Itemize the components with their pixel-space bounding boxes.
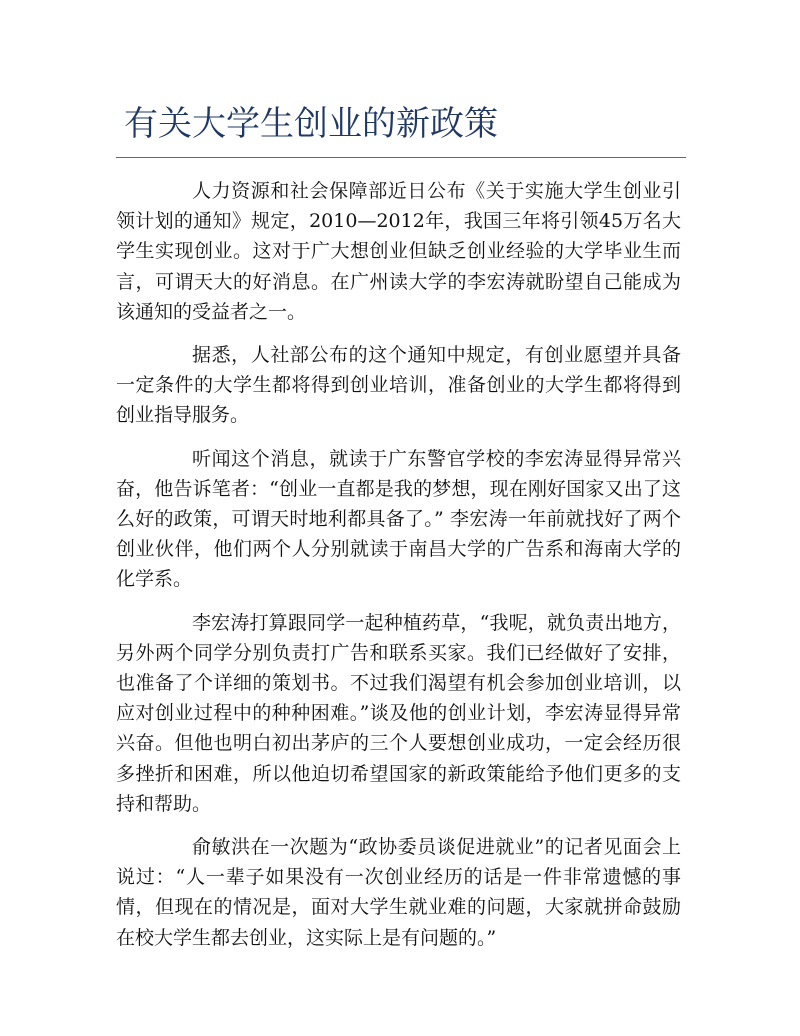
title-underline <box>116 157 686 158</box>
document-body <box>116 176 681 966</box>
paragraph: 李宏涛打算跟同学一起种植药草，“我呢，就负责出地方，另外两个同学分别负责打广告和联系买家。我们已经做好了安排，也准备了个详细的策划书。不过我们渴望有机会参加创业培训，以应对创业过程中的种种困难。”谈及他的创业计划，李宏涛显得异常兴奋。但他也明白初出茅庐的三个人要想创业成功，一定会经历很多挫折和困难，所以他迫切希望国家的新政策能给予他们更多的支持和帮助。 <box>116 611 681 815</box>
document-title: 有关大学生创业的新政策 <box>124 104 498 144</box>
paragraph: 据悉，人社部公布的这个通知中规定，有创业愿望并具备一定条件的大学生都将得到创业培训，准备创业的大学生都将得到创业指导服务。 <box>116 344 681 427</box>
paragraph: 听闻这个消息，就读于广东警官学校的李宏涛显得异常兴奋，他告诉笔者：“创业一直都是我的梦想，现在刚好国家又出了这么好的政策，可谓天时地利都具备了。” 李宏涛一年前就找好了两个创业伙伴，他们两个人分别就读于南昌大学的广告系和海南大学的化学系。 <box>116 447 681 591</box>
paragraph: 俞敏洪在一次题为“政协委员谈促进就业”的记者见面会上说过：“人一辈子如果没有一次创业经历的话是一件非常遗憾的事情，但现在的情况是，面对大学生就业难的问题，大家就拼命鼓励在校大学生都去创业，这实际上是有问题的。” <box>116 836 681 949</box>
paragraph: 人力资源和社会保障部近日公布《关于实施大学生创业引领计划的通知》规定，2010—2012年，我国三年将引领45万名大学生实现创业。这对于广大想创业但缺乏创业经验的大学毕业生而言，可谓天大的好消息。在广州读大学的李宏涛就盼望自己能成为该通知的受益者之一。 <box>116 180 681 323</box>
